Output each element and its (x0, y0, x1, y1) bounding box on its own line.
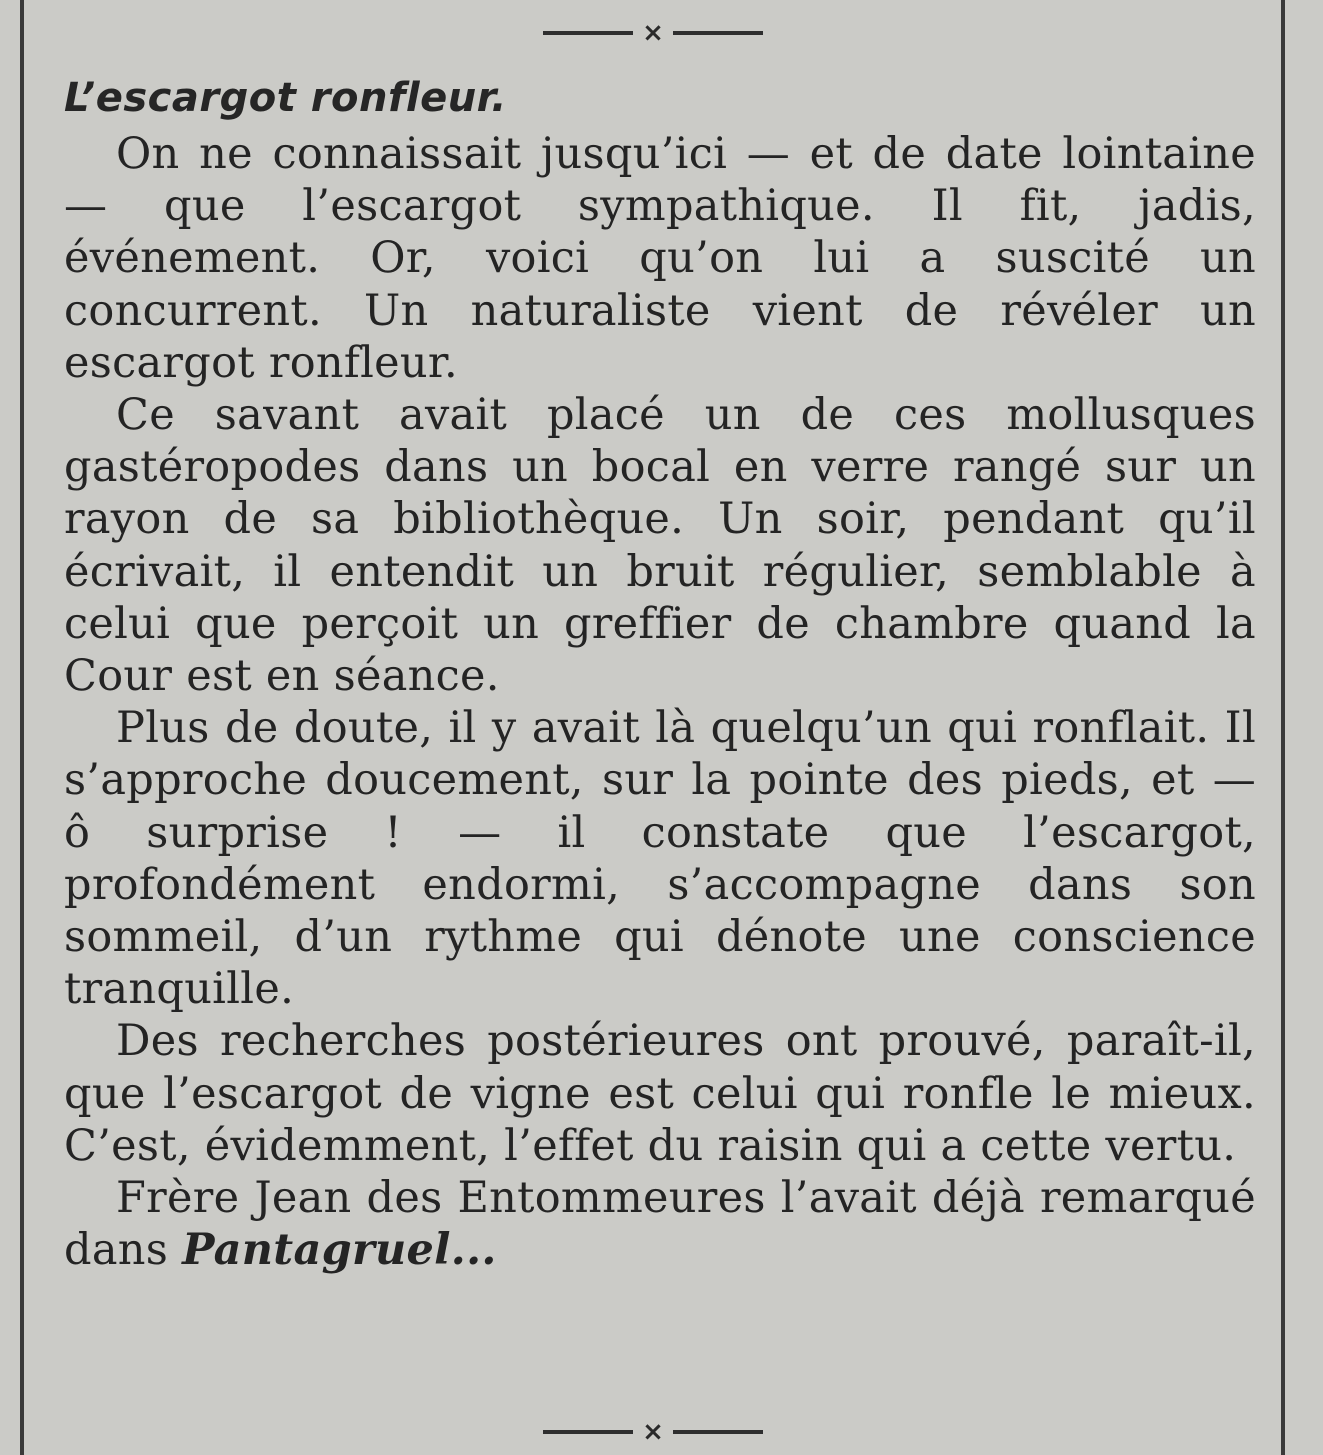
separator-line (543, 31, 633, 35)
paragraph-3: Plus de doute, il y avait là quelqu’un qui ronflait. Il s’approche doucement, sur la pointe des pieds, et — ô surprise ! — il constate que l’escargot, profondément endormi, s’accompagne dans son sommeil, d’un rythme qui dénote une conscience tranquille. (64, 703, 1256, 1015)
top-separator (538, 18, 768, 48)
bottom-separator (538, 1417, 768, 1447)
paragraph-5 (64, 1172, 1256, 1276)
paragraph-4: Des recherches postérieures ont prouvé, paraît-il, que l’escargot de vigne est celui qui ronfle le mieux. C’est, évidemment, l’effet du raisin qui a cette vertu. (64, 1016, 1256, 1171)
article-title: L’escargot ronfleur. (64, 75, 507, 121)
separator-line (673, 31, 763, 35)
separator-mark: × (642, 18, 664, 48)
separator-line (673, 1430, 763, 1434)
book-title: Pantagruel... (182, 1225, 497, 1276)
left-column-rule (20, 0, 24, 1455)
paragraph-2: Ce savant avait placé un de ces mollusques gastéropodes dans un bocal en verre rangé sur un rayon de sa bibliothèque. Un soir, pendant qu’il écrivait, il entendit un bruit régulier, semblable à celui que perçoit un greffier de chambre quand la Cour est en séance. (64, 390, 1256, 702)
paragraph-1: On ne connaissait jusqu’ici — et de date lointaine — que l’escargot sympathique. Il fit, jadis, événement. Or, voici qu’on lui a suscité un concurrent. Un naturaliste vient de révéler un escargot ronfleur. (64, 129, 1256, 388)
right-column-rule (1281, 0, 1285, 1455)
article (64, 72, 1256, 1276)
separator-mark: × (642, 1417, 664, 1447)
paragraph-5-text: Frère Jean des Entommeures l’avait déjà remarqué dans (64, 1173, 1256, 1276)
separator-line (543, 1430, 633, 1434)
